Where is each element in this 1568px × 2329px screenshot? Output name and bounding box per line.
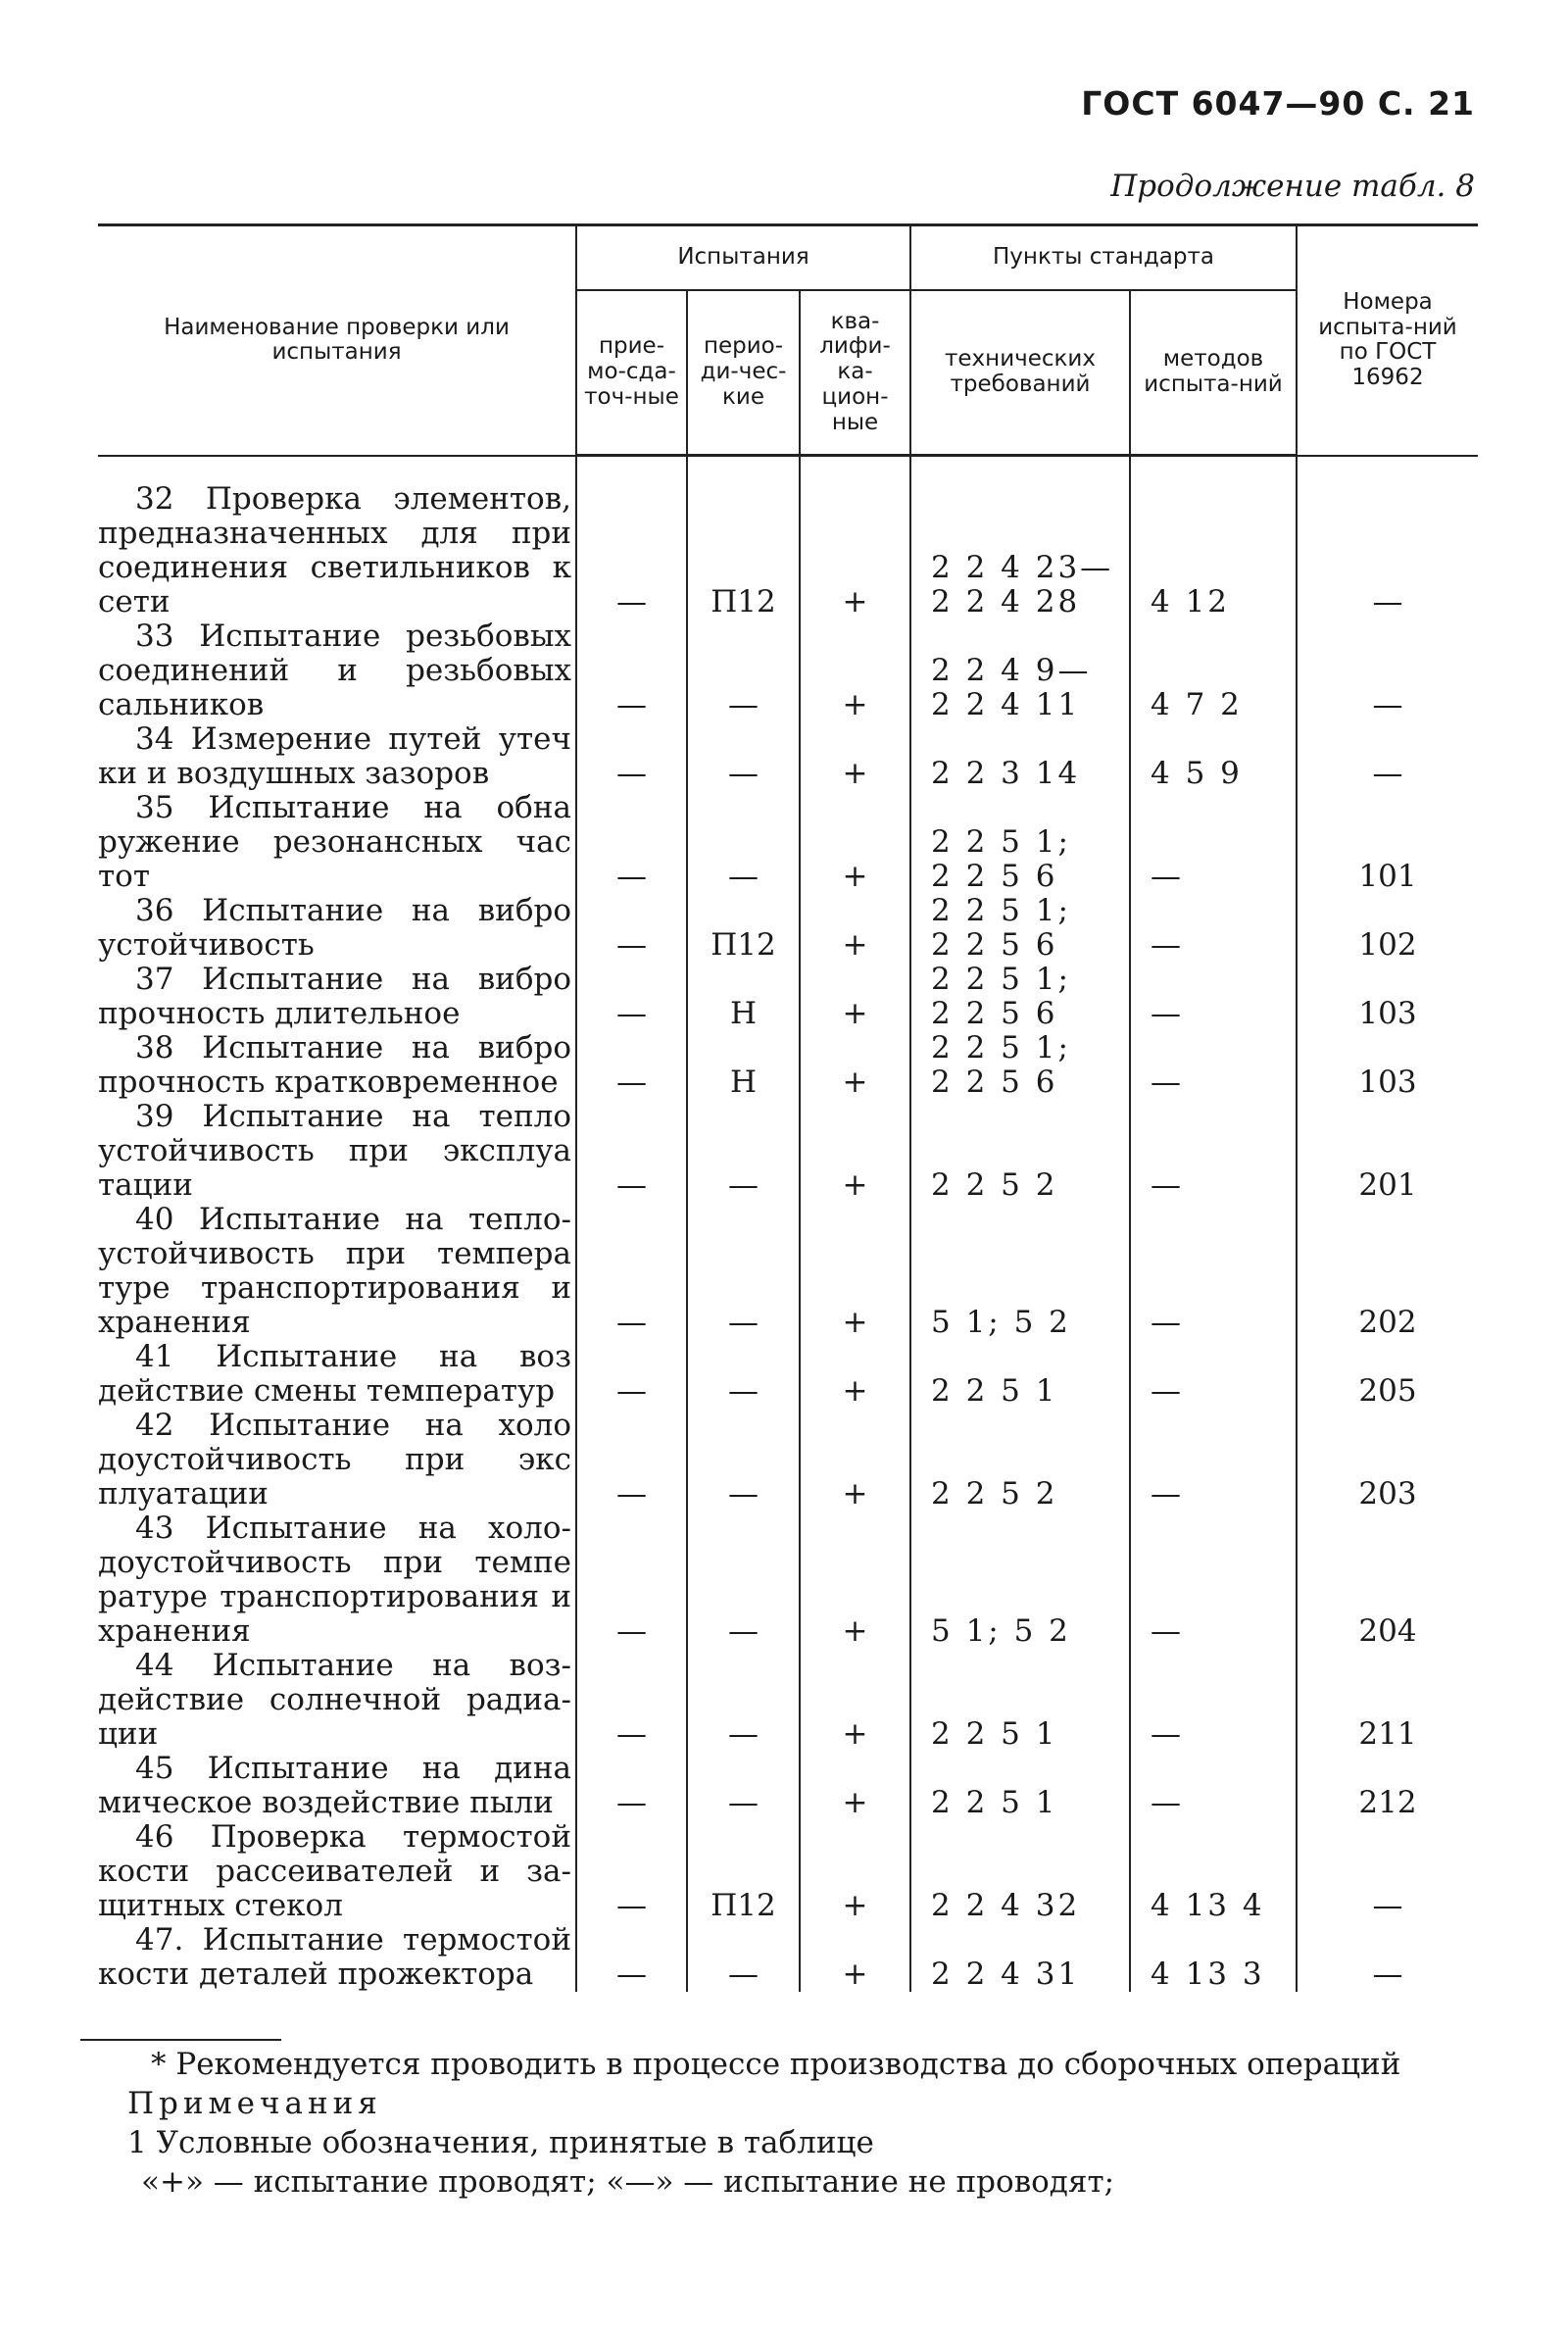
row-name (98, 619, 576, 722)
tech-req-line-2: 2 2 5 6 (931, 1065, 1058, 1100)
row-title: Измерение путей утеч ки и воздушных зазоров (98, 721, 571, 791)
col-header-clauses: Пункты стандарта (910, 225, 1297, 291)
cell-test-methods: — (1130, 1100, 1297, 1203)
cell-periodic: — (687, 1100, 800, 1203)
col-header-tech-req: технических требований (910, 290, 1130, 456)
col-header-periodic: перио-ди-чес-кие (687, 290, 800, 456)
row-name (98, 482, 576, 619)
cell-acceptance: — (576, 894, 687, 963)
cell-acceptance: — (576, 963, 687, 1031)
cell-acceptance: — (576, 1409, 687, 1511)
cell-tech-req (910, 894, 1130, 963)
row-name (98, 1409, 576, 1511)
table-row (98, 1820, 1478, 1923)
cell-tech-req (910, 1100, 1130, 1203)
row-title: Испытание термостой кости деталей прожектора (98, 1922, 572, 1992)
cell-gost-number: — (1297, 1820, 1478, 1923)
tech-req-line-2: 2 2 5 6 (931, 996, 1058, 1031)
cell-gost-number: — (1297, 482, 1478, 619)
cell-test-methods: — (1130, 791, 1297, 894)
cell-qualification: + (800, 1923, 910, 1992)
row-name (98, 1031, 576, 1100)
tech-req-line-2: 2 2 5 6 (931, 927, 1058, 963)
cell-periodic: — (687, 619, 800, 722)
row-number: 37 (135, 962, 174, 997)
cell-test-methods: — (1130, 1511, 1297, 1649)
tech-req-line-2: 2 2 5 2 (931, 1167, 1058, 1203)
page-header: ГОСТ 6047—90 С. 21 (1081, 84, 1475, 123)
cell-test-methods: — (1130, 1752, 1297, 1820)
tech-req-line-2: 2 2 5 2 (931, 1476, 1058, 1511)
cell-periodic: — (687, 1409, 800, 1511)
row-name (98, 1752, 576, 1820)
row-number: 46 (135, 1819, 174, 1855)
table-row (98, 894, 1478, 963)
tech-req-line-1: 2 2 4 9— (931, 653, 1092, 688)
note-1: 1 Условные обозначения, принятые в таблице (127, 2125, 874, 2160)
row-number: 41 (135, 1339, 174, 1374)
tech-req-line-2: 2 2 4 28 (931, 584, 1081, 619)
cell-periodic: — (687, 1649, 800, 1752)
col-header-name: Наименование проверки или испытания (98, 225, 576, 456)
cell-tech-req (910, 482, 1130, 619)
row-name (98, 1923, 576, 1992)
cell-qualification: + (800, 1511, 910, 1649)
cell-tech-req (910, 791, 1130, 894)
cell-gost-number: 102 (1297, 894, 1478, 963)
row-title: Испытание на тепло устойчивость при эксплуа тации (98, 1099, 571, 1203)
cell-acceptance: — (576, 1100, 687, 1203)
col-header-test-methods: методов испыта-ний (1130, 290, 1297, 456)
table-row (98, 619, 1478, 722)
cell-tech-req (910, 1923, 1130, 1992)
cell-qualification: + (800, 963, 910, 1031)
cell-periodic: Н (687, 963, 800, 1031)
tech-req-line-2: 5 1; 5 2 (931, 1305, 1071, 1340)
table-row (98, 1923, 1478, 1992)
cell-acceptance: — (576, 1340, 687, 1409)
table-row (98, 1511, 1478, 1649)
tech-req-line-2: 2 2 5 1 (931, 1785, 1058, 1820)
cell-periodic: П12 (687, 894, 800, 963)
row-number: 44 (135, 1648, 174, 1683)
row-number: 43 (135, 1511, 174, 1546)
tech-req-line-1: 2 2 5 1; (931, 1030, 1071, 1065)
cell-periodic: — (687, 1203, 800, 1340)
cell-periodic: — (687, 1340, 800, 1409)
cell-gost-number: 202 (1297, 1203, 1478, 1340)
row-title: Испытание резьбовых соединений и резьбовых сальников (98, 619, 572, 722)
cell-periodic: — (687, 1752, 800, 1820)
cell-periodic: П12 (687, 482, 800, 619)
row-number: 39 (135, 1099, 174, 1134)
cell-tech-req (910, 1409, 1130, 1511)
cell-qualification: + (800, 1203, 910, 1340)
row-number: 45 (135, 1751, 174, 1786)
row-title: Испытание на обна ружение резонансных час тот (98, 790, 571, 894)
row-name (98, 1100, 576, 1203)
cell-test-methods: 4 5 9 (1130, 722, 1297, 791)
row-name (98, 791, 576, 894)
row-number: 36 (135, 893, 174, 928)
cell-qualification: + (800, 1100, 910, 1203)
row-name (98, 1820, 576, 1923)
row-title: Испытание на дина мическое воздействие пыли (98, 1751, 571, 1820)
cell-acceptance: — (576, 1923, 687, 1992)
row-title: Испытание на вибро прочность длительное (98, 962, 572, 1031)
cell-tech-req (910, 1031, 1130, 1100)
tech-req-line-2: 2 2 4 32 (931, 1888, 1081, 1923)
row-number: 38 (135, 1030, 174, 1065)
cell-test-methods: 4 7 2 (1130, 619, 1297, 722)
tech-req-line-2: 2 2 4 31 (931, 1957, 1081, 1992)
cell-test-methods: 4 12 (1130, 482, 1297, 619)
row-number: 35 (135, 790, 174, 825)
cell-acceptance: — (576, 1649, 687, 1752)
cell-gost-number: — (1297, 619, 1478, 722)
col-header-qualification: ква-лифи-ка-цион-ные (800, 290, 910, 456)
footnote-rule (80, 2039, 281, 2041)
cell-test-methods: — (1130, 1031, 1297, 1100)
cell-test-methods: — (1130, 1340, 1297, 1409)
row-name (98, 963, 576, 1031)
tech-req-line-1: 2 2 5 1; (931, 893, 1071, 928)
table-row (98, 1409, 1478, 1511)
row-title: Испытание на тепло-устойчивость при темпера туре транспортирования и хранения (98, 1202, 572, 1340)
notes-heading: Примечания (127, 2086, 382, 2121)
cell-gost-number: — (1297, 722, 1478, 791)
row-name (98, 1511, 576, 1649)
cell-tech-req (910, 1511, 1130, 1649)
table-row (98, 1752, 1478, 1820)
cell-qualification: + (800, 482, 910, 619)
cell-gost-number: 205 (1297, 1340, 1478, 1409)
row-number: 40 (135, 1202, 174, 1237)
cell-tech-req (910, 1340, 1130, 1409)
col-header-tests: Испытания (576, 225, 910, 291)
cell-acceptance: — (576, 1820, 687, 1923)
tech-req-line-2: 2 2 5 1 (931, 1716, 1058, 1752)
table-row (98, 1649, 1478, 1752)
cell-periodic: — (687, 1511, 800, 1649)
notes (80, 2039, 1472, 2202)
cell-gost-number: 204 (1297, 1511, 1478, 1649)
cell-gost-number: 103 (1297, 1031, 1478, 1100)
cell-qualification: + (800, 1752, 910, 1820)
table-row (98, 722, 1478, 791)
cell-gost-number: 203 (1297, 1409, 1478, 1511)
tech-req-line-2: 5 1; 5 2 (931, 1613, 1071, 1649)
table-row (98, 963, 1478, 1031)
row-number: 33 (135, 619, 174, 654)
table-continuation-label: Продолжение табл. 8 (1110, 169, 1475, 204)
cell-periodic: П12 (687, 1820, 800, 1923)
tech-req-line-2: 2 2 5 1 (931, 1373, 1058, 1409)
cell-periodic: — (687, 1923, 800, 1992)
tech-req-line-2: 2 2 3 14 (931, 756, 1081, 791)
cell-gost-number: 103 (1297, 963, 1478, 1031)
footnote: * Рекомендуется проводить в процессе производства до сборочных операций (151, 2047, 1401, 2082)
cell-tech-req (910, 1203, 1130, 1340)
col-header-gost-numbers: Номера испыта-ний по ГОСТ 16962 (1297, 225, 1478, 456)
cell-periodic: — (687, 722, 800, 791)
row-title: Проверка термостой кости рассеивателей и за-щитных стекол (98, 1819, 571, 1923)
cell-tech-req (910, 722, 1130, 791)
cell-gost-number: 101 (1297, 791, 1478, 894)
cell-qualification: + (800, 1649, 910, 1752)
cell-tech-req (910, 1649, 1130, 1752)
cell-tech-req (910, 619, 1130, 722)
row-number: 34 (135, 721, 174, 757)
cell-test-methods: — (1130, 1203, 1297, 1340)
cell-acceptance: — (576, 722, 687, 791)
row-title: Проверка элементов, предназначенных для при соединения светильников к сети (98, 481, 571, 619)
cell-test-methods: — (1130, 1409, 1297, 1511)
cell-qualification: + (800, 1409, 910, 1511)
row-name (98, 1203, 576, 1340)
cell-test-methods: 4 13 4 (1130, 1820, 1297, 1923)
cell-tech-req (910, 1752, 1130, 1820)
row-number: 42 (135, 1408, 174, 1443)
cell-tech-req (910, 963, 1130, 1031)
tech-req-line-2: 2 2 4 11 (931, 687, 1081, 722)
row-title: Испытание на холо доустойчивость при экс плуатации (98, 1408, 571, 1511)
tech-req-line-2: 2 2 5 6 (931, 859, 1058, 894)
row-name (98, 894, 576, 963)
cell-qualification: + (800, 722, 910, 791)
cell-gost-number: 201 (1297, 1100, 1478, 1203)
cell-tech-req (910, 1820, 1130, 1923)
cell-test-methods: — (1130, 963, 1297, 1031)
cell-gost-number: 212 (1297, 1752, 1478, 1820)
row-title: Испытание на воз действие смены температур (98, 1339, 571, 1409)
row-title: Испытание на вибро устойчивость (98, 893, 572, 963)
cell-gost-number: 211 (1297, 1649, 1478, 1752)
row-number: 32 (135, 481, 174, 517)
row-name (98, 1649, 576, 1752)
row-number: 47. (135, 1922, 184, 1957)
row-title: Испытание на воз-действие солнечной радиа-ции (98, 1648, 571, 1752)
table-row (98, 1031, 1478, 1100)
cell-acceptance: — (576, 1203, 687, 1340)
cell-acceptance: — (576, 1511, 687, 1649)
cell-test-methods: — (1130, 1649, 1297, 1752)
cell-acceptance: — (576, 1031, 687, 1100)
cell-acceptance: — (576, 619, 687, 722)
col-header-acceptance: прие-мо-сда-точ-ные (576, 290, 687, 456)
tests-table (98, 223, 1478, 1992)
table-row (98, 1340, 1478, 1409)
cell-qualification: + (800, 1031, 910, 1100)
cell-test-methods: 4 13 3 (1130, 1923, 1297, 1992)
note-1-legend: «+» — испытание проводят; «—» — испытание не проводят; (141, 2164, 1115, 2200)
tech-req-line-1: 2 2 4 23— (931, 550, 1114, 585)
tech-req-line-1: 2 2 5 1; (931, 962, 1071, 997)
row-name (98, 1340, 576, 1409)
cell-periodic: — (687, 791, 800, 894)
cell-qualification: + (800, 619, 910, 722)
cell-test-methods: — (1130, 894, 1297, 963)
row-name (98, 722, 576, 791)
cell-qualification: + (800, 894, 910, 963)
table-row (98, 1203, 1478, 1340)
table-row (98, 791, 1478, 894)
cell-gost-number: — (1297, 1923, 1478, 1992)
cell-periodic: Н (687, 1031, 800, 1100)
table-row (98, 1100, 1478, 1203)
table-body (98, 456, 1478, 1993)
tech-req-line-1: 2 2 5 1; (931, 824, 1071, 860)
cell-qualification: + (800, 1340, 910, 1409)
cell-acceptance: — (576, 791, 687, 894)
cell-qualification: + (800, 1820, 910, 1923)
cell-acceptance: — (576, 482, 687, 619)
table-row (98, 482, 1478, 619)
cell-acceptance: — (576, 1752, 687, 1820)
row-title: Испытание на холо-доустойчивость при темпе ратуре транспортирования и хранения (98, 1511, 571, 1649)
cell-qualification: + (800, 791, 910, 894)
row-title: Испытание на вибро прочность кратковременное (98, 1030, 572, 1100)
